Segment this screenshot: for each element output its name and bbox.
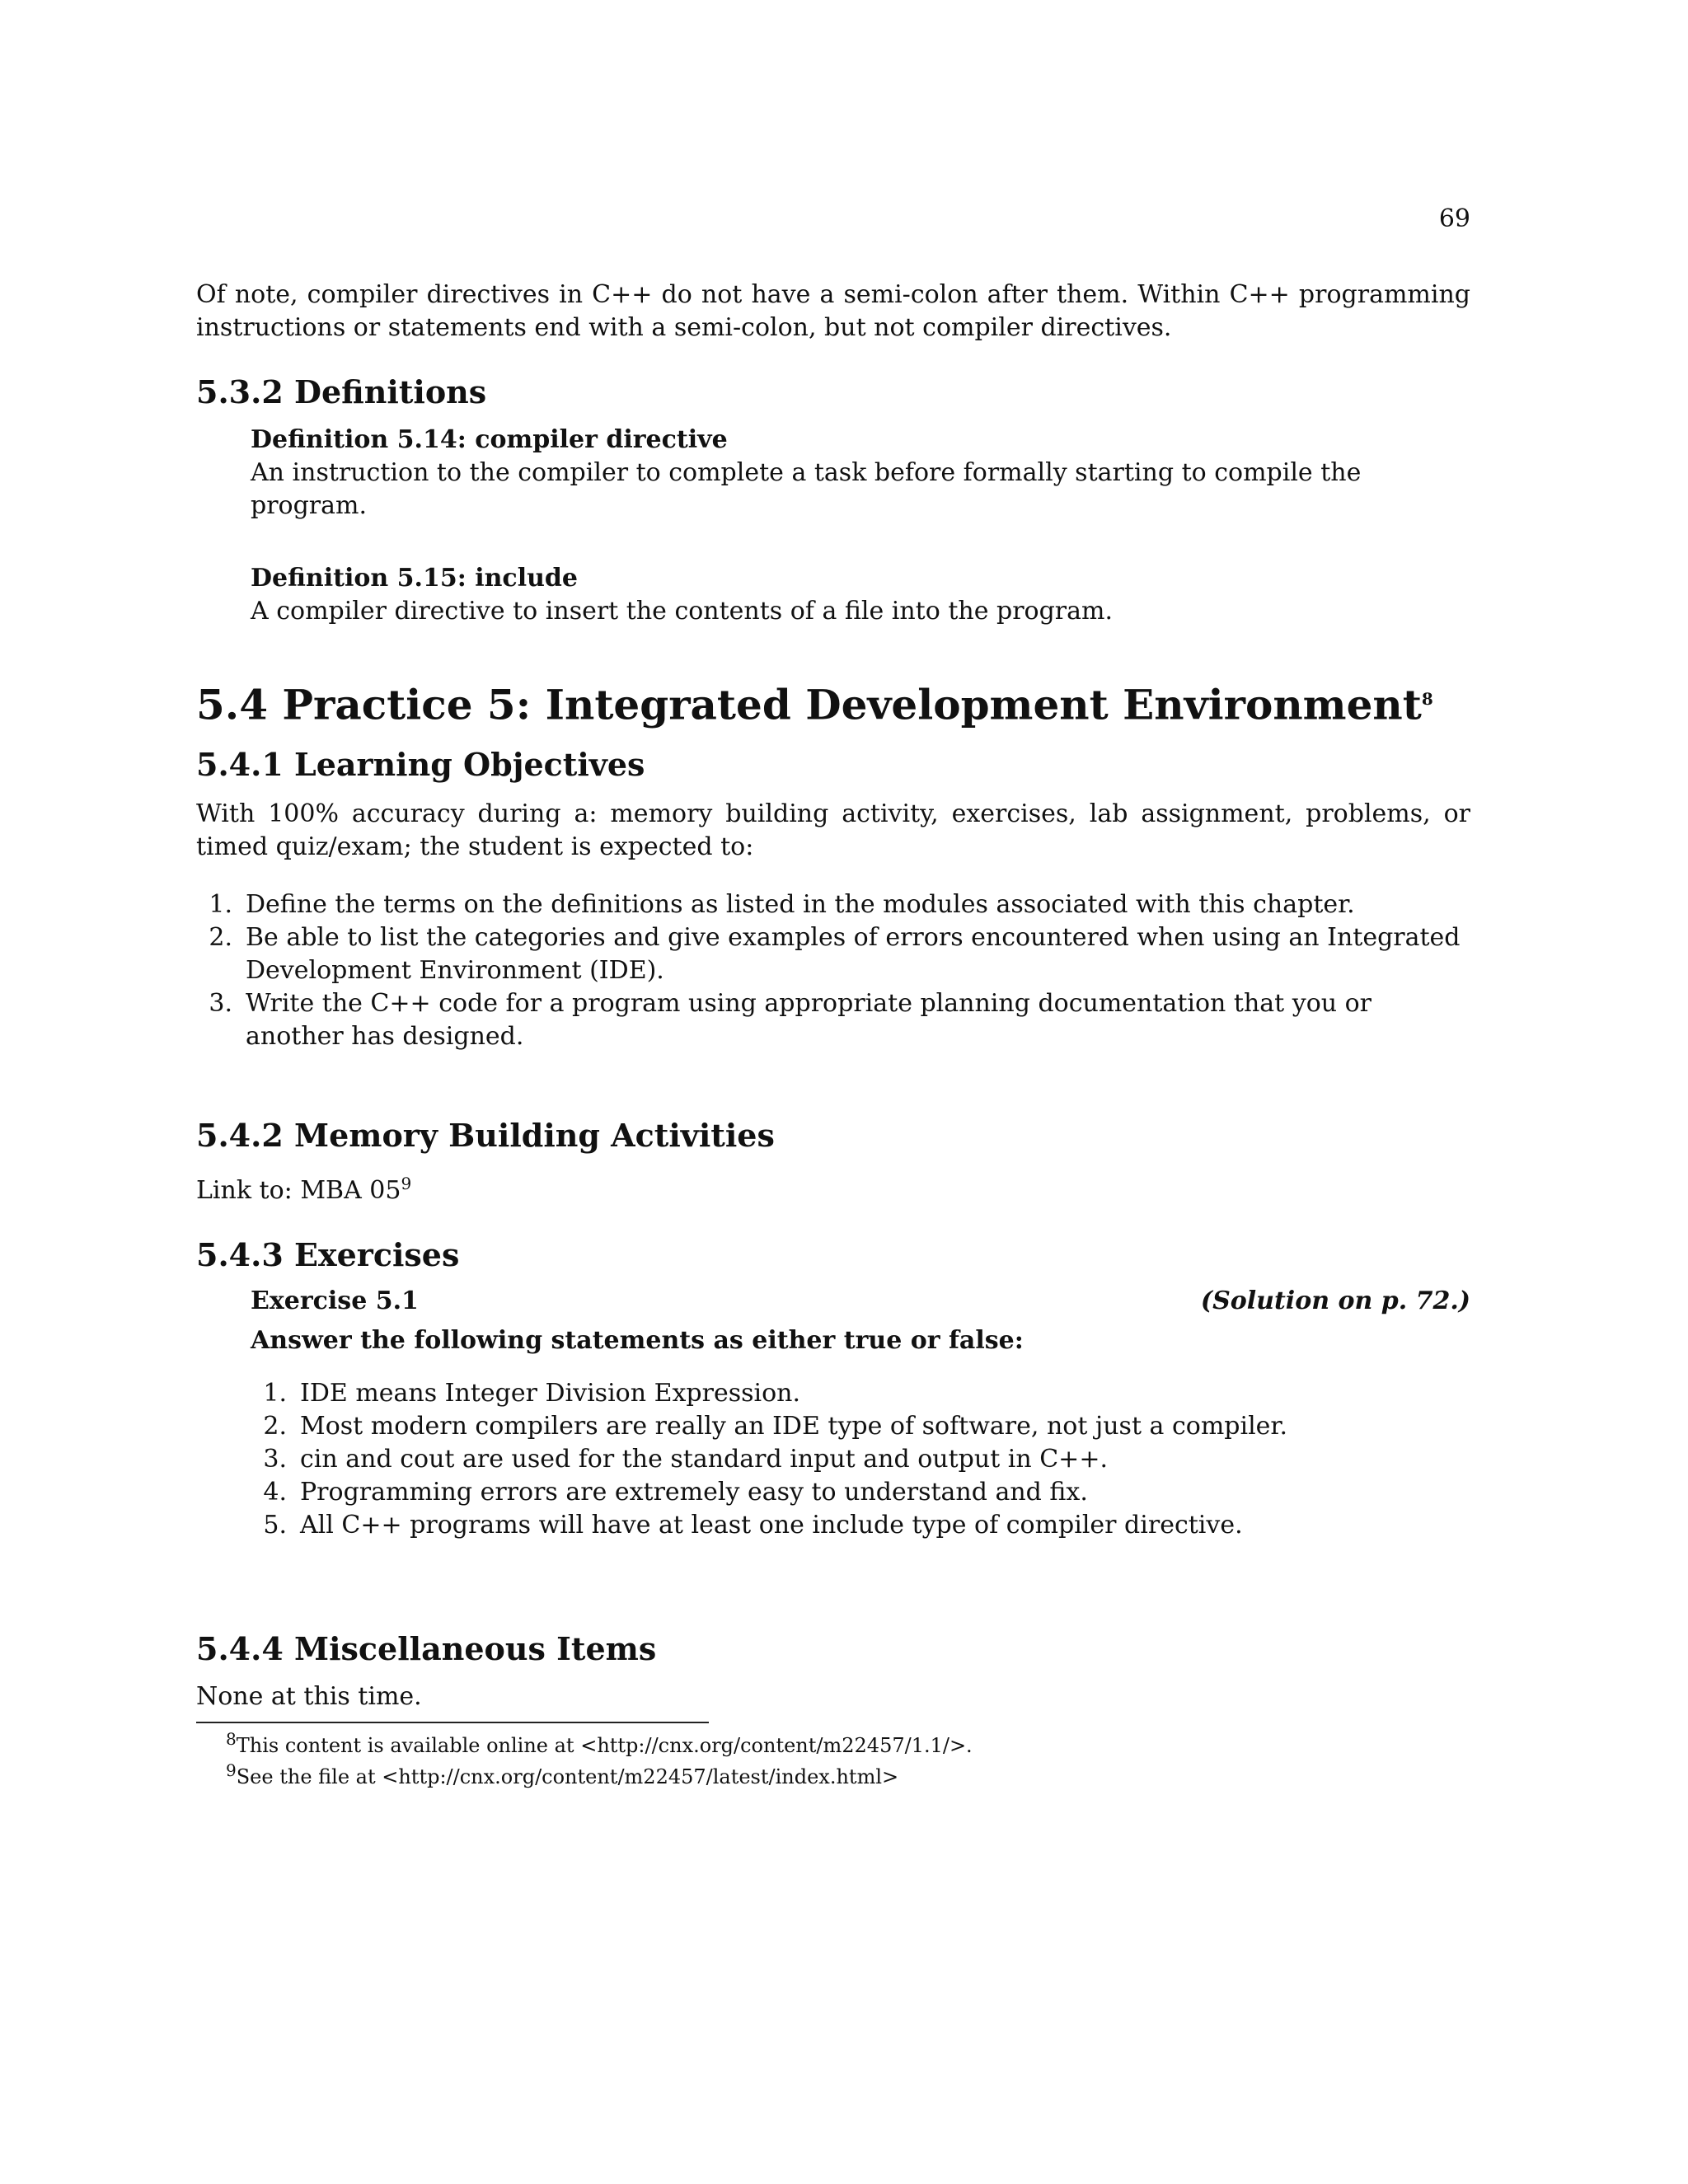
exercise-instruction: Answer the following statements as either true or false: [251, 1325, 1024, 1355]
footnote-text: See the file at <http://cnx.org/content/m22457/latest/index.html> [236, 1765, 899, 1788]
objectives-list [196, 888, 1470, 1053]
list-text: Define the terms on the definitions as listed in the modules associated with this chapter. [246, 889, 1355, 919]
list-number: 2. [209, 922, 232, 952]
list-number: 5. [263, 1510, 287, 1540]
section-title: 5.4 Practice 5: Integrated Development Environment [196, 680, 1422, 729]
footnote-mark: 8 [226, 1728, 237, 1749]
section-heading-5-3-2: 5.3.2 Definitions [196, 373, 487, 410]
objectives-intro: With 100% accuracy during a: memory building activity, exercises, lab assignment, problems, or timed quiz/exam; the student is expected to: [196, 799, 1470, 861]
footnote-mark: 9 [226, 1760, 237, 1780]
list-item [196, 987, 1470, 1053]
definition-5-15 [251, 562, 1470, 628]
list-item [196, 888, 1470, 921]
exercise-5-1 [251, 1285, 1470, 1542]
list-number: 2. [263, 1411, 287, 1441]
list-number: 3. [209, 988, 232, 1018]
definition-text: An instruction to the compiler to complete a task before formally starting to compile the program. [251, 458, 1362, 520]
list-item [251, 1476, 1470, 1509]
section-heading-5-4-4: 5.4.4 Miscellaneous Items [196, 1629, 657, 1667]
misc-text: None at this time. [196, 1681, 422, 1711]
page-number: 69 [1438, 204, 1470, 233]
section-heading-5-4-2: 5.4.2 Memory Building Activities [196, 1116, 775, 1154]
exercise-list [251, 1377, 1470, 1542]
list-text: Be able to list the categories and give examples of errors encountered when using an Integrated Development Environment (IDE). [246, 922, 1461, 985]
footnote-8 [226, 1727, 1470, 1758]
list-number: 4. [263, 1477, 287, 1507]
solution-link[interactable]: (Solution on p. 72.) [1200, 1286, 1470, 1315]
page-content [196, 279, 1470, 1789]
list-item [251, 1377, 1470, 1410]
section-heading-5-4 [196, 674, 1470, 730]
mba-link[interactable]: Link to: MBA 05 [196, 1175, 401, 1205]
footnote-9 [226, 1758, 1470, 1789]
definition-5-14 [251, 424, 1470, 523]
definition-title: Definition 5.15: include [251, 564, 578, 593]
list-text: Write the C++ code for a program using appropriate planning documentation that you or another has designed. [246, 988, 1372, 1051]
list-item [251, 1443, 1470, 1476]
list-text: cin and cout are used for the standard input and output in C++. [300, 1444, 1108, 1474]
footnote-mark: 8 [1421, 689, 1433, 709]
definition-text: A compiler directive to insert the contents of a file into the program. [251, 597, 1114, 626]
list-item [251, 1509, 1470, 1542]
list-text: Programming errors are extremely easy to understand and fix. [300, 1477, 1088, 1507]
footnote-text: This content is available online at <http://cnx.org/content/m22457/1.1/>. [236, 1733, 973, 1757]
list-number: 3. [263, 1444, 287, 1474]
list-text: IDE means Integer Division Expression. [300, 1378, 801, 1408]
list-number: 1. [209, 889, 232, 919]
exercise-title: Exercise 5.1 [251, 1286, 419, 1315]
section-heading-5-4-1: 5.4.1 Learning Objectives [196, 745, 645, 783]
list-text: All C++ programs will have at least one include type of compiler directive. [300, 1510, 1243, 1540]
mba-link-line [196, 1167, 1470, 1207]
definition-title: Definition 5.14: compiler directive [251, 425, 728, 454]
list-item [251, 1410, 1470, 1443]
footnote-mark: 9 [401, 1173, 412, 1193]
footnote-divider [196, 1722, 709, 1723]
exercise-header [251, 1285, 1470, 1318]
section-heading-5-4-3: 5.4.3 Exercises [196, 1235, 460, 1273]
intro-paragraph: Of note, compiler directives in C++ do not have a semi-colon after them. Within C++ programming instructions or statements end with a semi-colon, but not compiler directives. [196, 280, 1470, 342]
list-number: 1. [263, 1378, 287, 1408]
list-text: Most modern compilers are really an IDE type of software, not just a compiler. [300, 1411, 1288, 1441]
list-item [196, 921, 1470, 987]
